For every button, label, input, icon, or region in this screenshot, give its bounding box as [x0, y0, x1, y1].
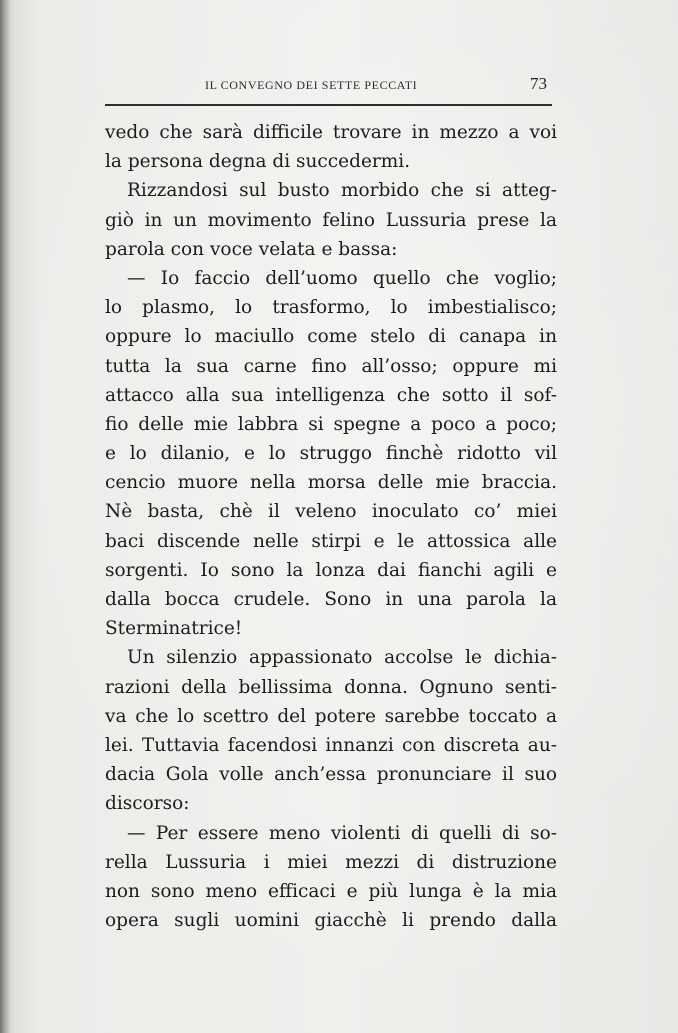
text-line: — Io faccio dell’uomo quello che voglio; — [127, 267, 557, 289]
running-header — [105, 74, 557, 96]
text-line: fio delle mie labbra si spegne a poco a poco; — [105, 413, 557, 435]
text-line: Nè basta, chè il veleno inoculato co’ miei — [105, 501, 557, 523]
text-line: oppure lo maciullo come stelo di canapa in — [105, 326, 557, 348]
text-line: va che lo scettro del potere sarebbe toccato a — [105, 705, 557, 727]
text-line: razioni della bellissima donna. Ognuno senti- — [105, 676, 557, 698]
page-spine-shadow — [0, 0, 14, 1033]
header-rule — [105, 104, 552, 106]
text-line: sorgenti. Io sono la lonza dai fianchi agili e — [105, 559, 557, 581]
text-line: non sono meno efficaci e più lunga è la mia — [105, 880, 557, 902]
text-line: Sterminatrice! — [105, 618, 243, 640]
text-line: lo plasmo, lo trasformo, lo imbestialisco; — [105, 297, 557, 319]
text-line: giò in un movimento felino Lussuria prese la — [105, 209, 557, 231]
page-number: 73 — [530, 74, 547, 93]
text-line: cencio muore nella morsa delle mie braccia. — [105, 472, 557, 494]
text-line: vedo che sarà difficile trovare in mezzo a voi — [105, 122, 557, 143]
text-line: parola con voce velata e bassa: — [105, 238, 398, 260]
text-line: Rizzandosi sul busto morbido che si atteg- — [127, 180, 557, 202]
text-line: discorso: — [105, 793, 190, 815]
running-title: IL CONVEGNO DEI SETTE PECCATI — [205, 78, 418, 92]
text-line: tutta la sua carne fino all’osso; oppure mi — [105, 355, 557, 377]
text-line: dalla bocca crudele. Sono in una parola la — [105, 589, 557, 610]
text-line: attacco alla sua intelligenza che sotto il sof- — [105, 384, 557, 406]
text-line: rella Lussuria i miei mezzi di distruzione — [105, 851, 557, 873]
text-line: e lo dilanio, e lo struggo finchè ridotto vil — [105, 443, 557, 465]
text-line: la persona degna di succedermi. — [105, 151, 411, 173]
text-line: — Per essere meno violenti di quelli di so- — [127, 822, 557, 844]
text-line: baci discende nelle stirpi e le attossica alle — [105, 530, 557, 552]
text-line: lei. Tuttavia facendosi innanzi con discreta au- — [105, 734, 557, 756]
text-line: opera sugli uomini giacchè li prendo dalla — [105, 910, 557, 932]
body-text — [105, 118, 557, 935]
text-line: dacia Gola volle anch’essa pronunciare il suo — [105, 764, 557, 786]
text-line: Un silenzio appassionato accolse le dichia- — [127, 647, 557, 669]
